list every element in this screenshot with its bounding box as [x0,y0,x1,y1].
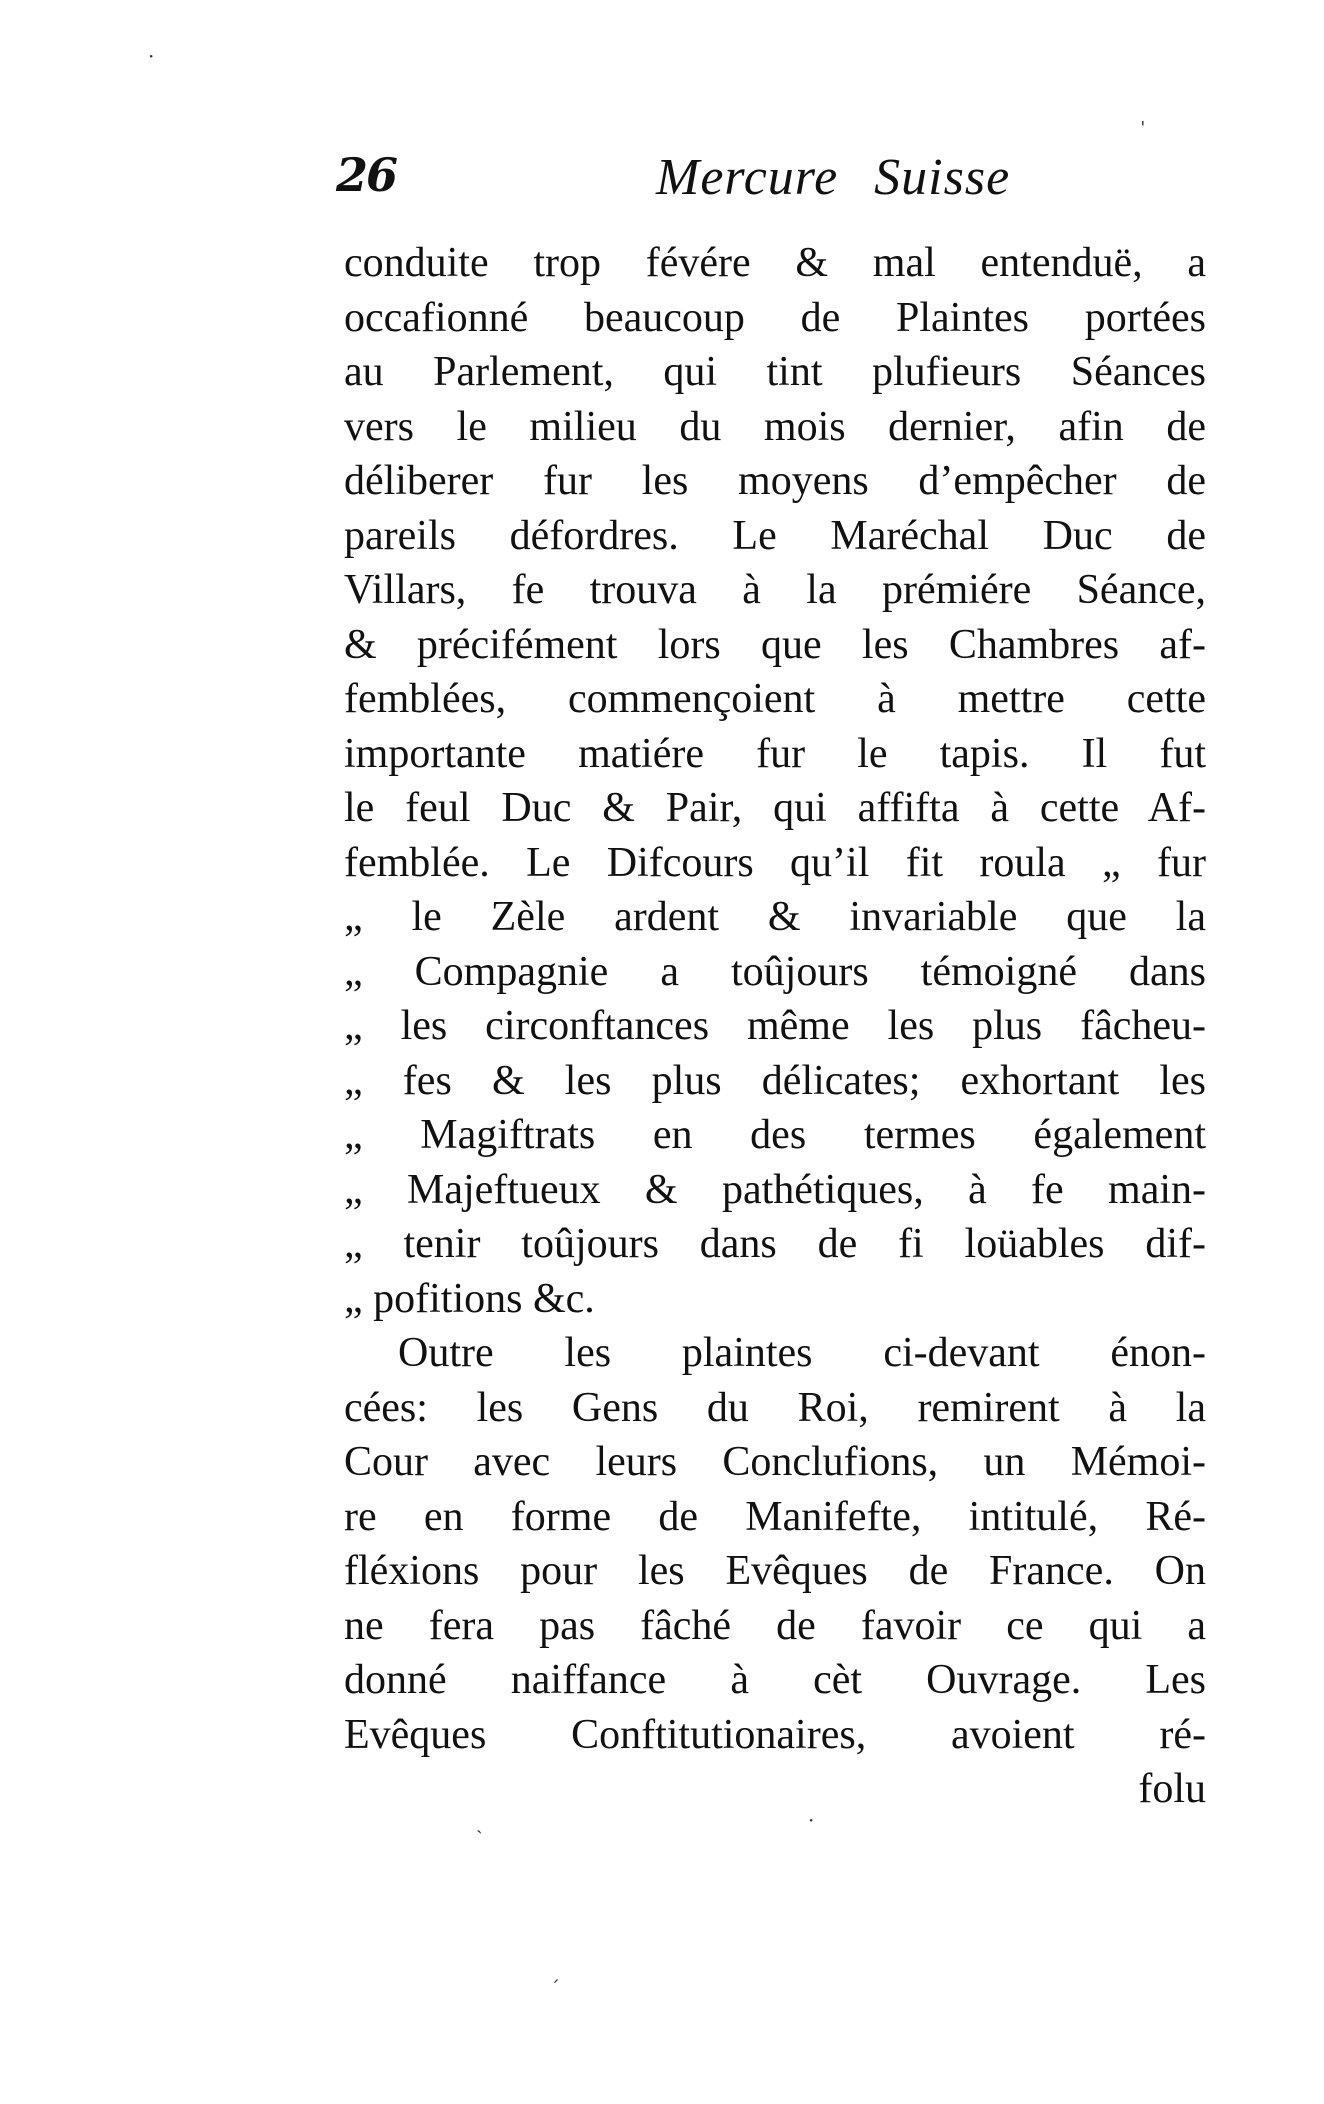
quoted-line: „ Magiftrats en des termes également [344,1112,1206,1158]
text-line: femblée. Le Difcours qu’il fit roula „ fur [344,839,1206,886]
quoted-line: „ Majeftueux & pathétiques, à fe main- [344,1166,1206,1213]
text-line: importante matiére fur le tapis. Il fut [344,730,1206,777]
quoted-line: „ pofitions &c. [344,1275,595,1322]
page-number: 26 [336,148,397,202]
text-line: le feul Duc & Pair, qui affifta à cette Af- [344,785,1206,831]
text-line: re en forme de Manifefte, intitulé, Ré- [344,1493,1206,1540]
text-line: déliberer fur les moyens d’empêcher de [344,458,1206,504]
text-line: ne fera pas fâché de favoir ce qui a [344,1602,1206,1649]
quoted-line: „ les circonftances même les plus fâcheu- [344,1003,1206,1049]
speck-mark: · [808,1808,815,1832]
text-line: Villars, fe trouva à la prémiére Séance, [344,567,1206,613]
running-title: Mercure Suisse [656,149,1011,206]
quoted-line: „ tenir toûjours dans de fi loüables dif- [344,1221,1206,1267]
text-line: vers le milieu du mois dernier, afin de [344,403,1206,450]
body-text [344,236,1206,1817]
text-line: & précifément lors que les Chambres af- [344,621,1206,668]
text-line: Cour avec leurs Conclufions, un Mémoi- [344,1439,1206,1485]
quoted-line: „ Compagnie a toûjours témoigné dans [344,948,1206,995]
text-line: au Parlement, qui tint plufieurs Séances [344,349,1206,395]
speck-mark: ˊ [550,1976,560,2000]
text-line: Evêques Conftitutionaires, avoient ré- [344,1711,1206,1758]
catchword: folu [1138,1766,1206,1812]
text-line: fléxions pour les Evêques de France. On [344,1548,1206,1594]
speck-mark: · [148,44,155,68]
text-line: cées: les Gens du Roi, remirent à la [344,1384,1206,1431]
text-line: occafionné beaucoup de Plaintes portées [344,294,1206,341]
speck-mark: ˏ [476,1810,483,1834]
text-line: conduite trop févére & mal entenduë, a [344,240,1206,286]
page-header [336,148,1206,218]
text-line: donné naiffance à cèt Ouvrage. Les [344,1657,1206,1703]
text-line: femblées, commençoient à mettre cette [344,676,1206,722]
text-line: pareils défordres. Le Maréchal Duc de [344,512,1206,559]
quoted-line: „ le Zèle ardent & invariable que la [344,894,1206,940]
speck-mark: ˌ [1140,104,1146,128]
quoted-line: „ fes & les plus délicates; exhortant les [344,1057,1206,1104]
paragraph-first-line: Outre les plaintes ci-devant énon- [398,1330,1206,1376]
